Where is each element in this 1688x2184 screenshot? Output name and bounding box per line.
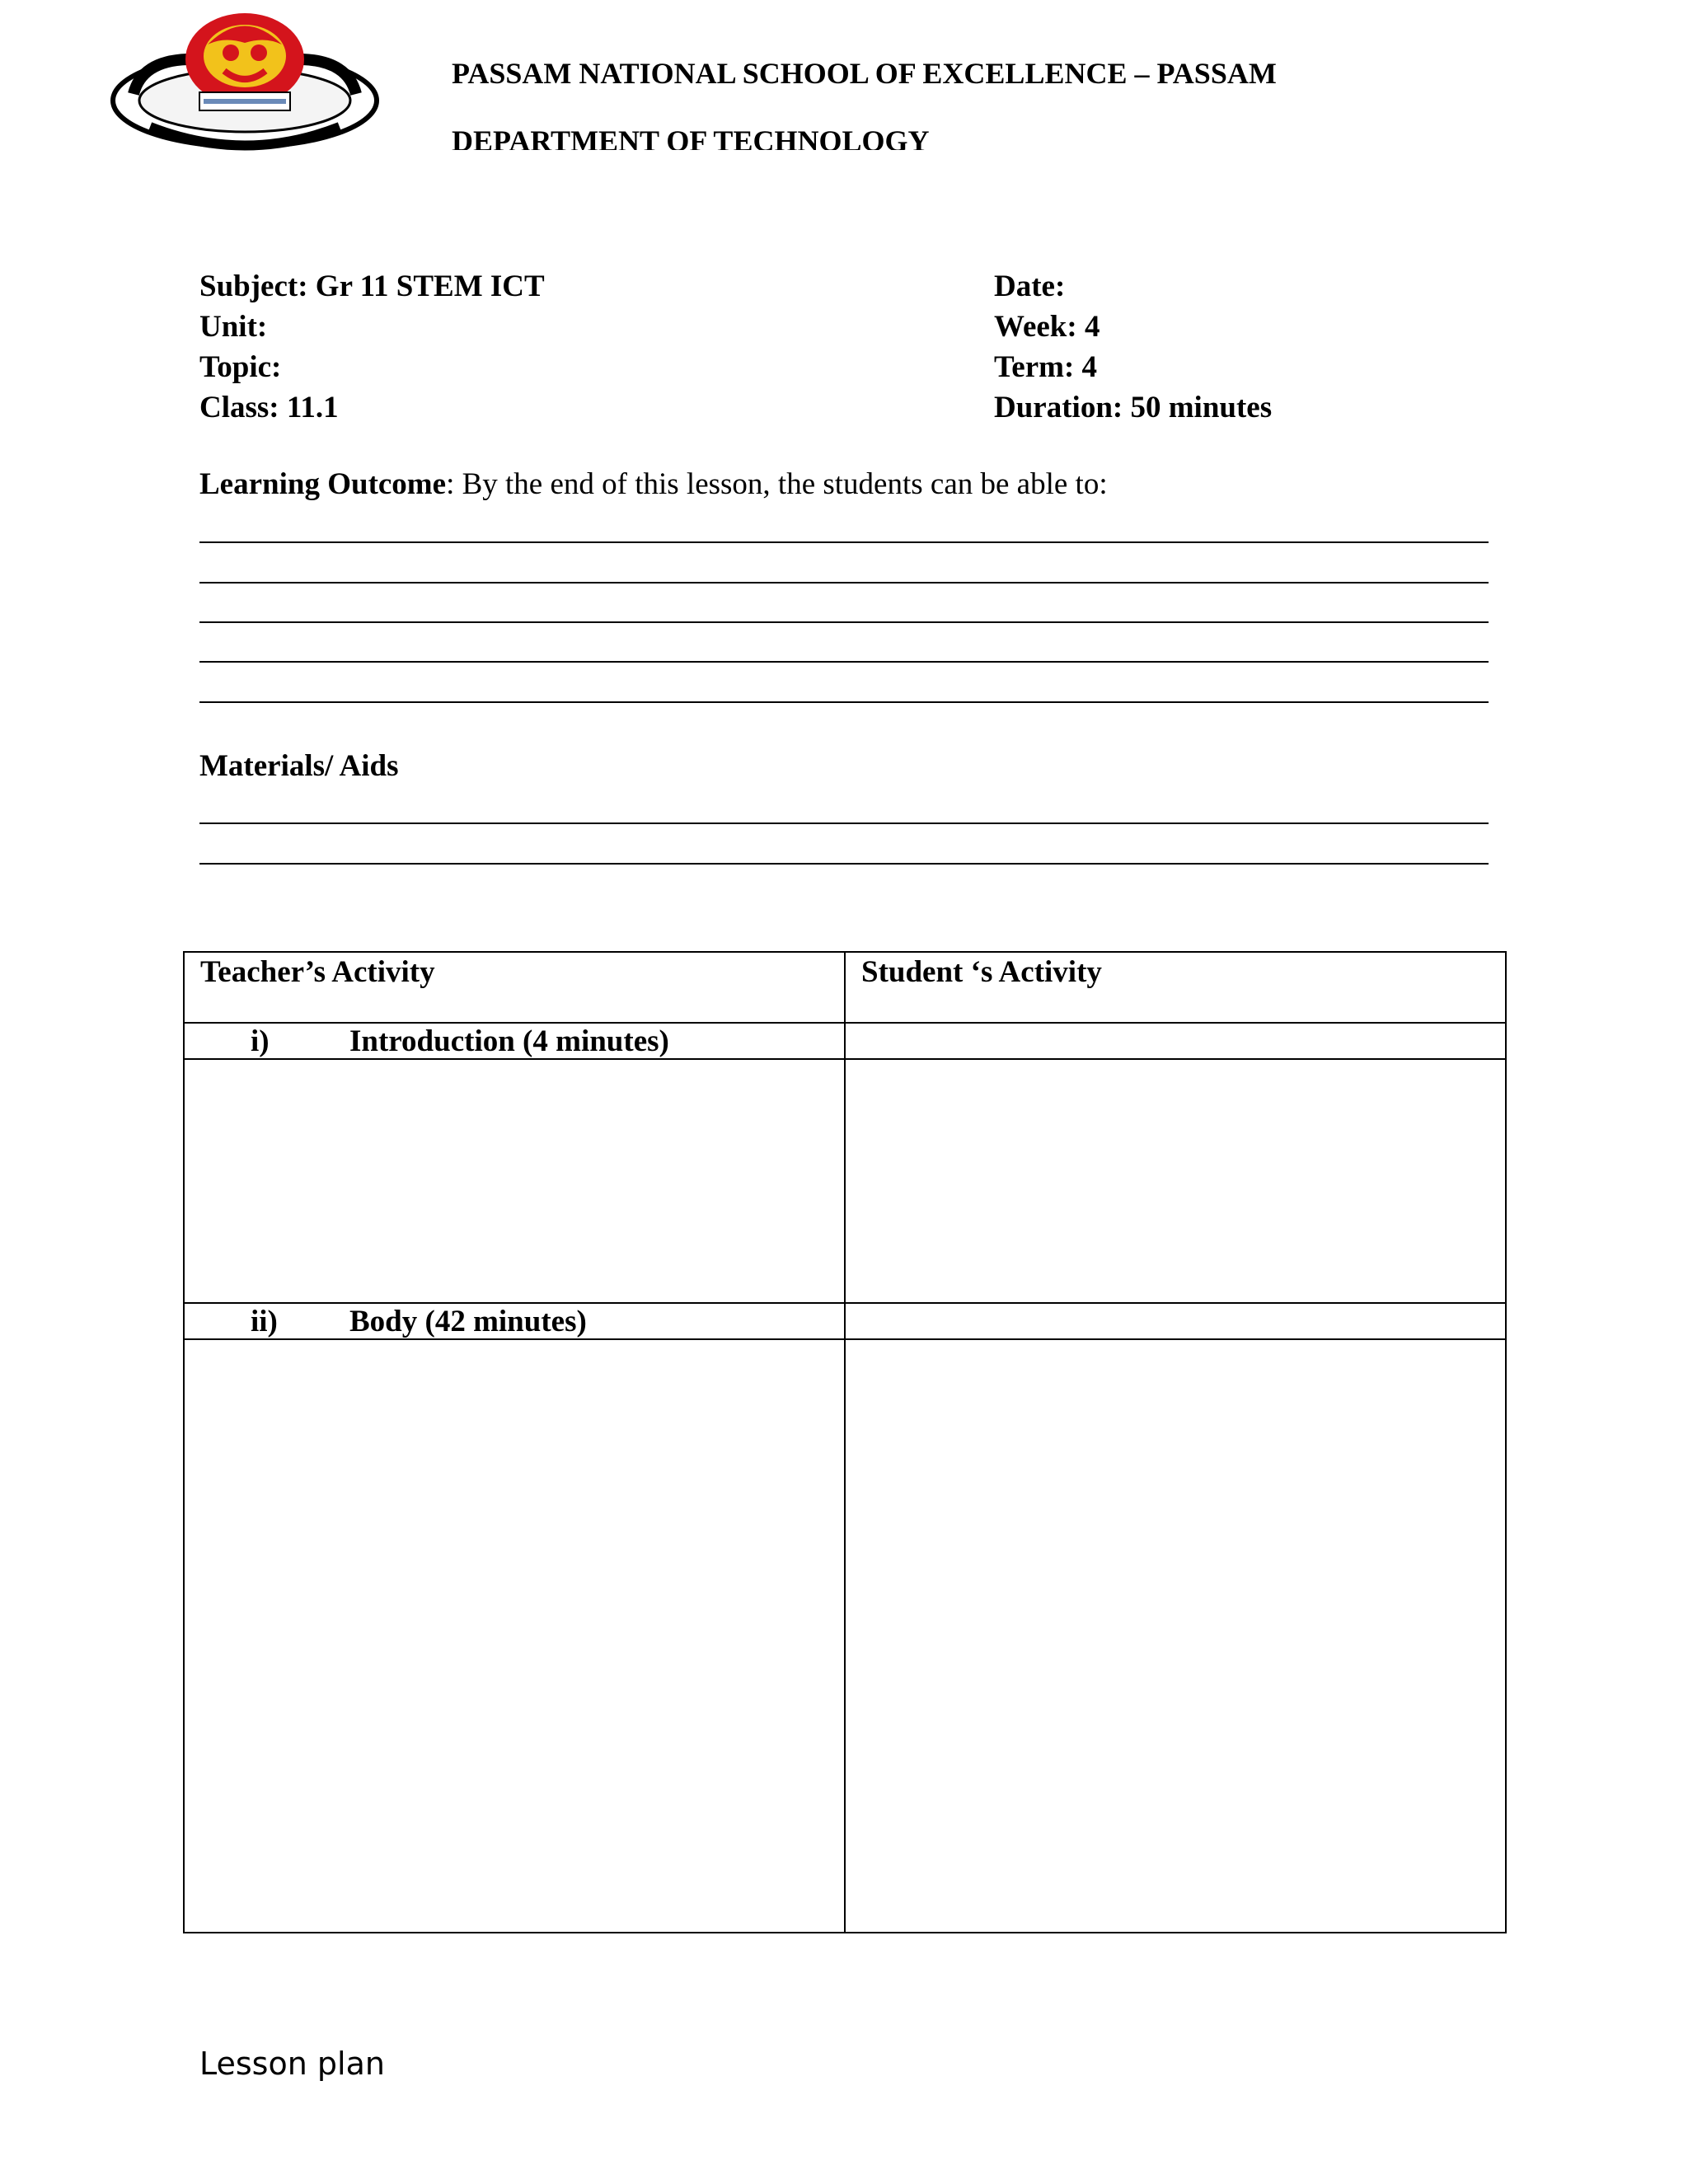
week-field: Week: 4 (994, 310, 1100, 344)
materials-label: Materials/ Aids (199, 749, 399, 783)
outcome-line-1 (199, 541, 1489, 543)
introduction-section-row (184, 1023, 1506, 1059)
materials-line-1 (199, 823, 1489, 824)
body-student-cell (845, 1303, 1506, 1339)
body-section-cell (184, 1303, 845, 1339)
outcome-line-2 (199, 582, 1489, 583)
materials-line-2 (199, 863, 1489, 865)
outcome-line-5 (199, 701, 1489, 703)
section-title: Introduction (4 minutes) (349, 1024, 669, 1058)
activity-table (183, 951, 1507, 1933)
outcome-line-3 (199, 621, 1489, 623)
term-field: Term: 4 (994, 350, 1098, 384)
introduction-section-cell (184, 1023, 845, 1059)
subject-field: Subject: Gr 11 STEM ICT (199, 269, 545, 303)
introduction-content-row (184, 1059, 1506, 1303)
footer-label: Lesson plan (199, 2046, 385, 2082)
teacher-activity-header: Teacher’s Activity (184, 952, 845, 1023)
school-header (452, 51, 1441, 150)
department-name: DEPARTMENT OF TECHNOLOGY (452, 124, 930, 150)
date-field: Date: (994, 269, 1066, 303)
learning-outcome-text: : By the end of this lesson, the students can be able to: (446, 467, 1108, 501)
learning-outcome (199, 466, 1108, 502)
school-logo (109, 12, 381, 152)
duration-field: Duration: 50 minutes (994, 391, 1273, 424)
topic-field: Topic: (199, 350, 282, 384)
unit-field: Unit: (199, 310, 268, 344)
table-header-row (184, 952, 1506, 1023)
student-activity-header: Student ‘s Activity (845, 952, 1506, 1023)
school-name: PASSAM NATIONAL SCHOOL OF EXCELLENCE – PASSAM (452, 57, 1277, 90)
outcome-line-4 (199, 661, 1489, 663)
introduction-teacher-content[interactable] (184, 1059, 845, 1303)
body-student-content[interactable] (845, 1339, 1506, 1933)
introduction-student-content[interactable] (845, 1059, 1506, 1303)
body-content-row (184, 1339, 1506, 1933)
learning-outcome-label: Learning Outcome (199, 467, 447, 501)
class-field: Class: 11.1 (199, 391, 339, 424)
body-section-row (184, 1303, 1506, 1339)
introduction-student-cell (845, 1023, 1506, 1059)
body-teacher-content[interactable] (184, 1339, 845, 1933)
section-number: ii) (251, 1305, 278, 1338)
section-title: Body (42 minutes) (349, 1305, 587, 1338)
section-number: i) (251, 1024, 270, 1058)
